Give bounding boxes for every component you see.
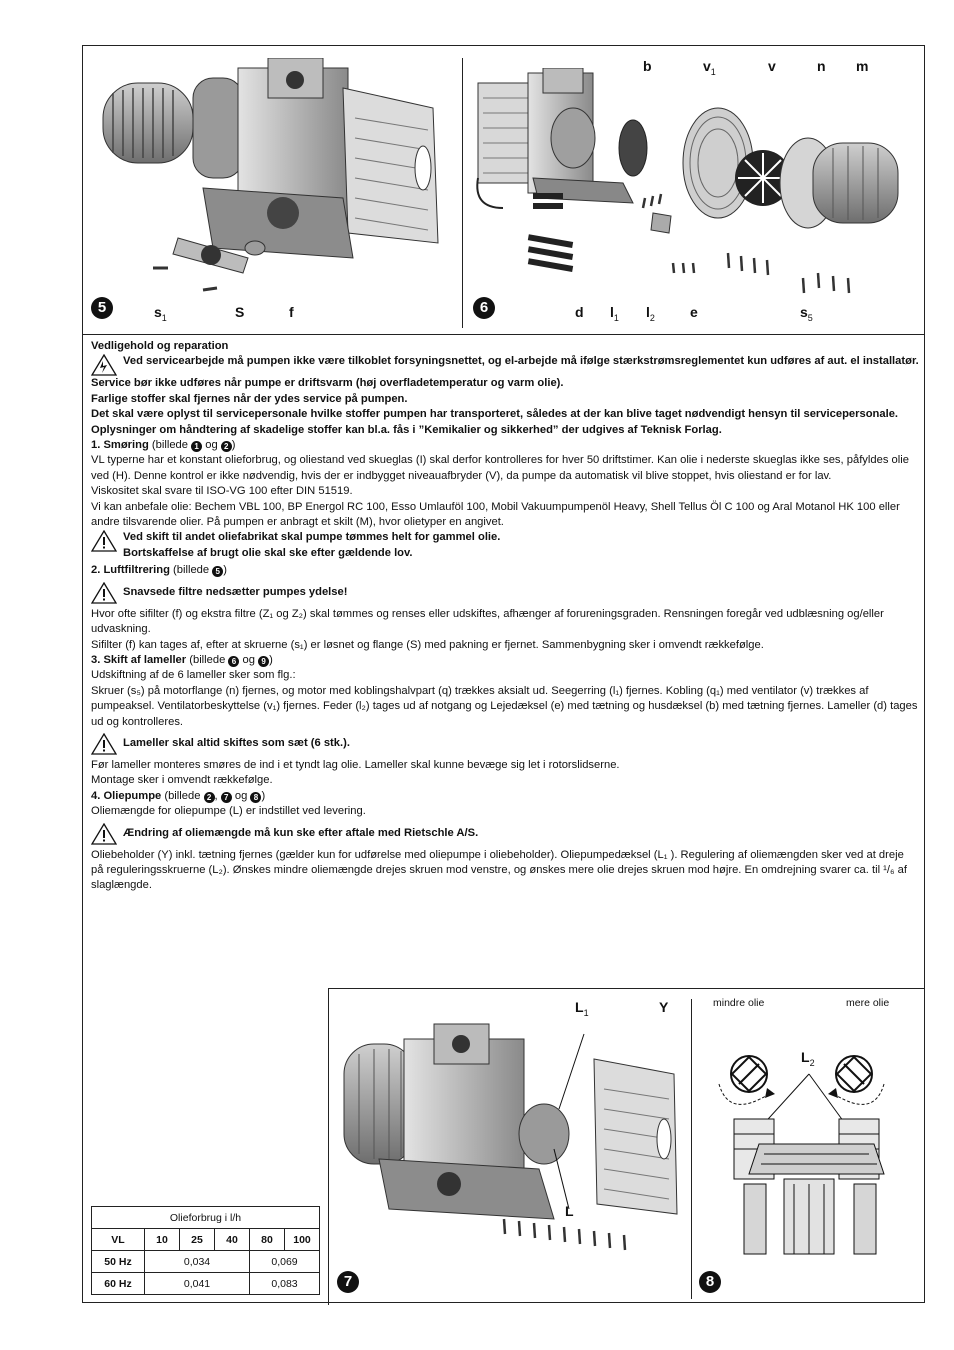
maintenance-text: Vedligehold og reparation Ved servicearbejde må pumpen ikke være tilkoblet forsyningsnettet, og el-arbejde må ifølge stærkstrømsreglementet kun udføres af aut. el installatør. Service bør ikke udføres når pumpe er driftsvarm (høj overfladetemperatur og varm olie). Farlige stoffer skal fjernes når der ydes service på pumpen. Det skal være oplyst til servicepersonale hvilke stoffer pumpen har transporteret, således at der kan blive taget nødvendigt hensyn til servicepersonale. Oplysninger om håndtering af skadelige stoffer kan bl.a. fås i ”Kemikalier og sikkerhed” der udgives af Teknisk Forlag. 1. Smøring (billede 1 og 2 ) VL typerne har et konstant olieforbrug, og oliestand ved skueglas (I) skal derfor kontrolleres for hver 50 driftstimer. Kan olie i nederste skueglas ikke ses, påfyldes olie ved (H). Denne kontrol er ikke nødvendig, hvis der er indbygget niveauafbryder (V), da pumpe da automatisk vil blive stoppet, hvis oliestand er for lav. Viskositet skal svare til ISO-VG 100 efter DIN 51519. Vi kan anbefale olie: Bechem VBL 100, BP Energol RC 100, Esso Umlauföl 100, Mobil Vakuumpumpenöl Heavy, Shell Tellus Öl C 100 og Aral Motanol HK 100 eller andre tilsvarende olier. På pumpen er anbragt et skilt (M), hvor olietyper en angivet. Ved skift til andet oliefabrikat skal pumpe tømmes helt for gammel olie. Bortskaffelse af brugt olie skal ske efter gældende lov. 2. Luftfiltrering (billede 5 ) Snavsede filtre nedsætter pumpes ydelse! Hvor ofte sifilter (f) og ekstra filtre (Z₁ og Z₂) skal tømmes og renses eller udskiftes, afhænger af forureningsgraden. Rensningen foregår ved udblæsning og/eller udvaskning. Sifilter (f) kan tages af, efter at skruerne (s₁) er løsnet og flange (S) med pakning er fjernet. Sammenbygning sker i omvendt rækkefølge. 3. Skift af lameller (billede 6 og 9 ) Udskiftning af de 6 lameller sker som flg.: Skruer (s₅) på motorflange (n) fjernes, og motor med koblingshalvpart (q) trækkes aksialt ud. Seegerring (l₁) fjernes. Kobling (q₁) med ventilator (v) trækkes af pumpeaksel. Ventilatorbeskyttelse (v₁) fjernes. Feder (l₂) tages ud af notgang og Lejedæksel (e) med tætning og husdæksel (b) med tætning fjernes. Lameller (d) tages ud og kontrolleres. Lameller skal altid skiftes som sæt (6 stk.). Før lameller monteres smøres de ind i et tyndt lag olie. Lameller skal kunne bevæge sig let i rotorslidserne. Montage sker i omvendt rækkefølge. 4. Oliepumpe (billede 2 , 7 og 8 ) Oliemængde for oliepumpe (L) er indstillet ved levering. Ændring af oliemængde må kun ske efter aftale med Rietschle A/S. Oliebeholder (Y) inkl. tætning fjernes (gælder kun for udførelse med oliepumpe i oliebeholder). Oliepumpedæksel (L₁ ). Regulering af oliemængden sker ved at dreje på reguleringsskruerne (L₂). Ønskes mindre oliemængde drejes skruen mod venstre, og ønskes mere olie drejes skruen mod højre. En omdrejning svarer ca. til ¹/₆ af slaglængde.	[91, 340, 919, 892]
warning-icon	[91, 823, 117, 845]
warning-icon	[91, 582, 117, 604]
figure-divider	[462, 58, 463, 328]
warning-oil-amount: Ændring af oliemængde må kun ske efter aftale med Rietschle A/S.	[91, 823, 919, 845]
label-l2: $l_2$	[646, 304, 655, 323]
section-3-title: 3. Skift af lameller (billede 6 og 9 )	[91, 653, 273, 666]
table-header-row: VL 10 25 40 80 100	[92, 1229, 320, 1251]
label-l1: $l_1$	[610, 304, 619, 323]
label-d: d	[575, 304, 584, 320]
label-less-oil: mindre olie	[713, 997, 765, 1009]
oil-consumption-table	[91, 1206, 320, 1295]
figure-6-exploded-image	[473, 68, 918, 298]
warning-vanes: Lameller skal altid skiftes som sæt (6 stk.).	[91, 733, 919, 755]
warning-icon	[91, 530, 117, 552]
table-title: Olieforbrug i l/h	[92, 1207, 320, 1229]
section-4-title: 4. Oliepumpe (billede 2 , 7 og 8 )	[91, 789, 266, 802]
figure-row-top	[83, 46, 924, 335]
figure-8-number: 8	[699, 1271, 721, 1293]
label-L1: $L_1$	[575, 999, 589, 1018]
figure-5-number: 5	[91, 297, 113, 319]
label-v: v	[768, 58, 776, 74]
label-S: S	[235, 304, 245, 320]
figure-row-bottom	[328, 988, 925, 1305]
label-e: e	[690, 304, 698, 320]
page-frame	[82, 45, 925, 1303]
section-heading: Vedligehold og reparation	[91, 340, 229, 352]
figure-6-number: 6	[473, 297, 495, 319]
table-row: 50 Hz 0,034 0,069	[92, 1251, 320, 1273]
section-1-title: 1. Smøring (billede 1 og 2 )	[91, 439, 236, 452]
label-Y: Y	[659, 999, 669, 1015]
figure-8-adjustment-image	[699, 1024, 919, 1259]
label-s5: $s_5$	[800, 304, 813, 323]
figure-divider	[691, 999, 692, 1299]
label-L: L	[565, 1203, 574, 1219]
figure-7-oil-pump-image	[339, 1019, 679, 1259]
label-v1: $v_1$	[703, 58, 716, 77]
warning-filters: Snavsede filtre nedsætter pumpes ydelse!	[91, 582, 919, 604]
label-b: b	[643, 58, 652, 74]
warning-electrical: Ved servicearbejde må pumpen ikke være tilkoblet forsyningsnettet, og el-arbejde må ifølge stærkstrømsreglementet kun udføres af aut. el installatør.	[91, 354, 919, 376]
electrical-warning-icon	[91, 354, 117, 376]
table-row: 60 Hz 0,041 0,083	[92, 1273, 320, 1295]
label-L2: $L_2$	[801, 1049, 815, 1068]
figure-5-pump-image	[93, 58, 453, 298]
label-n: n	[817, 58, 826, 74]
label-s1: $s_1$	[154, 304, 167, 323]
label-more-oil: mere olie	[846, 997, 890, 1009]
warning-icon	[91, 733, 117, 755]
label-m: m	[856, 58, 869, 74]
figure-7-number: 7	[337, 1271, 359, 1293]
section-2-title: 2. Luftfiltrering (billede 5 )	[91, 564, 227, 577]
label-f: f	[289, 304, 294, 320]
warning-oil-change: Ved skift til andet oliefabrikat skal pumpe tømmes helt for gammel olie. Bortskaffelse af brugt olie skal ske efter gældende lov.	[91, 530, 919, 561]
